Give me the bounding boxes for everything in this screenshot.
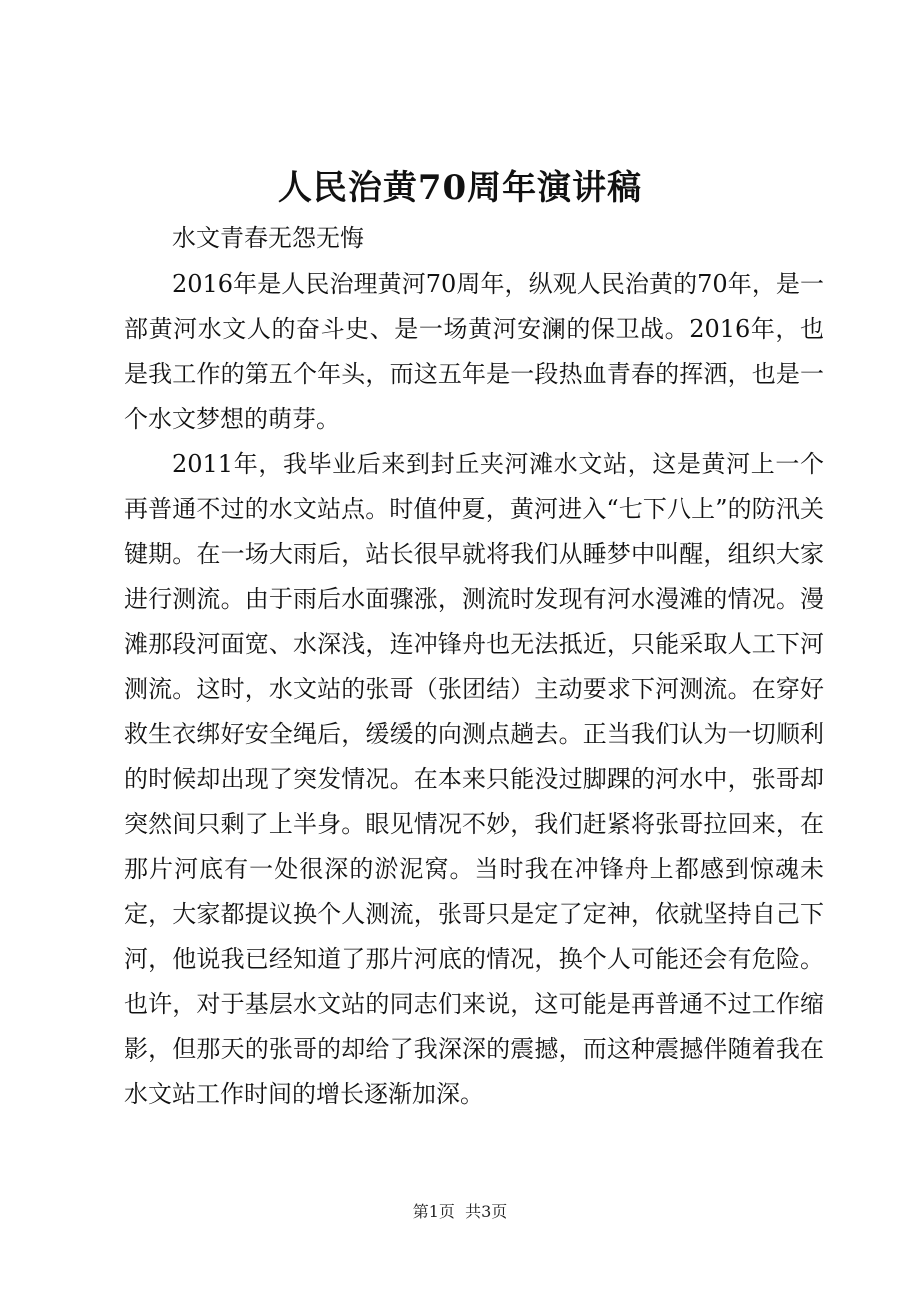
page-number: 第1页 xyxy=(412,1202,455,1221)
paragraph-2: 2011年，我毕业后来到封丘夹河滩水文站，这是黄河上一个再普通不过的水文站点。时值仲夏，黄河进入“七下八上”的防汛关键期。在一场大雨后，站长很早就将我们从睡梦中叫醒，组织大家进行测流。由于雨后水面骤涨，测流时发现有河水漫滩的情况。漫滩那段河面宽、水深浅，连冲锋舟也无法抵近，只能采取人工下河测流。这时，水文站的张哥（张团结）主动要求下河测流。在穿好救生衣绑好安全绳后，缓缓的向测点趟去。正当我们认为一切顺利的时候却出现了突发情况。在本来只能没过脚踝的河水中，张哥却突然间只剩了上半身。眼见情况不妙，我们赶紧将张哥拉回来，在那片河底有一处很深的淤泥窝。当时我在冲锋舟上都感到惊魂未定，大家都提议换个人测流，张哥只是定了定神，依就坚持自己下河，他说我已经知道了那片河底的情况，换个人可能还会有危险。也许，对于基层水文站的同志们来说，这可能是再普通不过工作缩影，但那天的张哥的却给了我深深的震撼，而这种震撼伴随着我在水文站工作时间的增长逐渐加深。 xyxy=(124,450,824,1108)
paragraph-1: 2016年是人民治理黄河70周年，纵观人民治黄的70年，是一部黄河水文人的奋斗史、是一场黄河安澜的保卫战。2016年，也是我工作的第五个年头，而这五年是一段热血青春的挥洒，也是一个水文梦想的萌芽。 xyxy=(124,270,824,433)
page-footer xyxy=(0,1198,920,1226)
document-title: 人民治黄70周年演讲稿 xyxy=(277,168,643,208)
document-subtitle: 水文青春无怨无悔 xyxy=(172,224,364,252)
page-total: 共3页 xyxy=(465,1202,508,1221)
document-body xyxy=(124,262,824,1117)
